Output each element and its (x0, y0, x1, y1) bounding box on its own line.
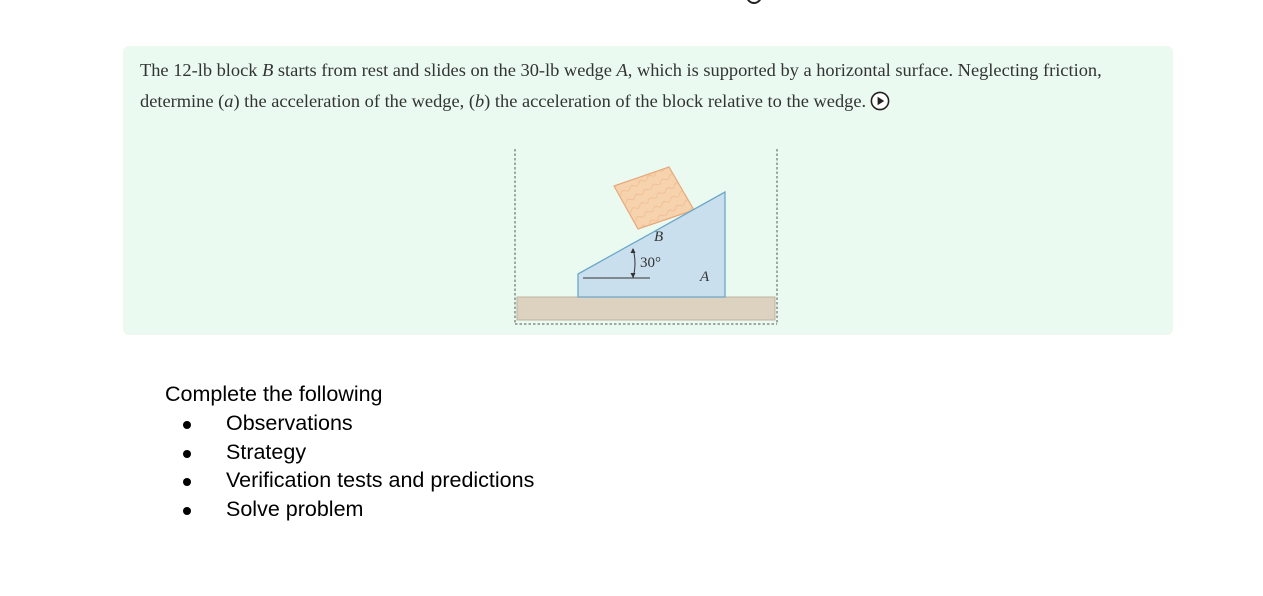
bullet-icon (183, 507, 191, 515)
problem-text-seg3: , which is supported by a horizontal surface. Neglecting friction, determine ( (140, 60, 1102, 111)
problem-card (123, 46, 1173, 335)
list-item-label: Verification tests and predictions (226, 468, 535, 493)
part-b-label: b (474, 91, 485, 111)
list-item-solve (165, 495, 534, 524)
problem-wedge-symbol: A (616, 60, 628, 80)
list-item-label: Strategy (226, 439, 307, 464)
block-wedge-figure (513, 146, 779, 331)
play-video-icon[interactable] (870, 91, 890, 111)
bullet-icon (183, 421, 191, 429)
problem-statement (140, 55, 1160, 117)
ground-surface (517, 297, 775, 320)
wedge-a-label: A (700, 269, 710, 285)
part-a-label: a (224, 91, 234, 111)
cropped-heading-fragment (742, 0, 766, 4)
problem-text-seg2: starts from rest and slides on the 30-lb wedge (273, 60, 617, 80)
problem-text-seg5: ) the acceleration of the block relative to the wedge. (484, 91, 867, 111)
list-item-label: Observations (226, 411, 353, 435)
instructions-heading: Complete the following (165, 382, 383, 406)
instructions-section (165, 380, 534, 524)
list-item-observations (165, 409, 534, 438)
problem-text-seg4: ) the acceleration of the wedge, ( (233, 91, 475, 111)
list-item-label: Solve problem (226, 497, 364, 522)
instructions-list (165, 409, 534, 524)
angle-label: 30° (640, 255, 661, 271)
bullet-icon (183, 478, 191, 486)
problem-block-symbol: B (262, 60, 274, 80)
list-item-strategy (165, 438, 534, 467)
bullet-icon (183, 450, 191, 458)
problem-text-seg1: The 12-lb block (140, 60, 263, 80)
list-item-verification (165, 466, 534, 495)
block-b-label: B (654, 229, 664, 245)
